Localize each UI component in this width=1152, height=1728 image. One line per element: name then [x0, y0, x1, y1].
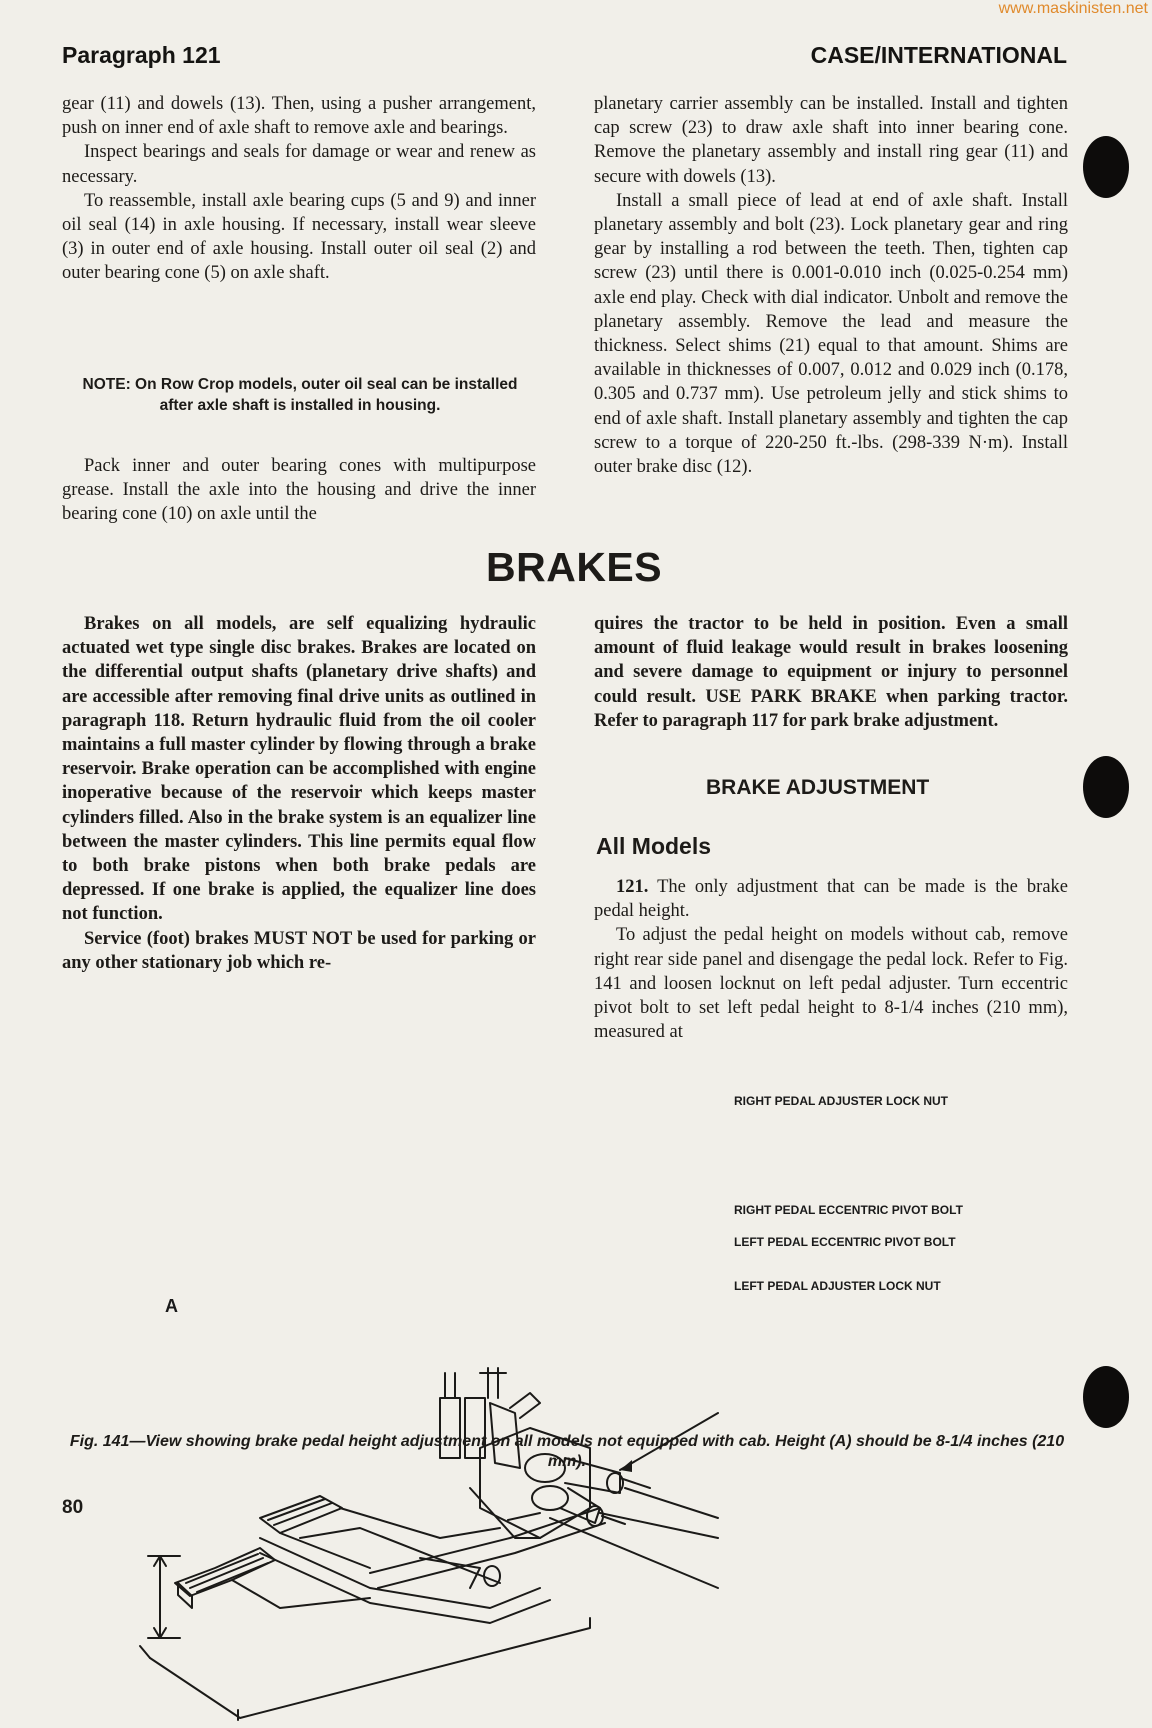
- paragraph: Brakes on all models, are self equalizing hydraulic actuated wet type single disc brakes. Brakes are located on the differential output shafts (planetary drive shafts) and are accessible after removing final drive units as outlined in paragraph 118. Return hydraulic fluid from the oil cooler maintains a full master cylinder by flowing through a brake reservoir. Brake operation can be accomplished with engine inoperative because of the reservoir which keeps master cylinders filled. Also in the brake system is an equalizer line between the master cylinders. This line permits equal flow to both brake pistons when both brake pedals are depressed. If one brake is applied, the equalizer line does not function.: [62, 614, 536, 925]
- paragraph: quires the tractor to be held in position. Even a small amount of fluid leakage would result in brakes loosening and severe damage to equipment or injury to personnel could result. USE PARK BRAKE when parking tractor. Refer to paragraph 117 for park brake adjustment.: [594, 614, 1068, 731]
- header-manufacturer: CASE/INTERNATIONAL: [810, 42, 1067, 68]
- paragraph: Install a small piece of lead at end of axle shaft. Install planetary assembly and bolt (23). Lock planetary gear and ring gear by installing a rod between the teeth. Then, tighten cap screw (23) until there is 0.001-0.010 inch (0.025-0.254 mm) axle end play. Check with dial indicator. Unbolt and remove the planetary assembly. Remove the lead and measure the thickness. Select shims (21) equal to that amount. Shims are available in thicknesses of 0.007, 0.012 and 0.029 inch (0.178, 0.305 and 0.737 mm). Use petroleum jelly and stick shims to end of axle shaft. Install planetary assembly and tighten the cap screw to a torque of 220-250 ft.-lbs. (298-339 N·m). Install outer brake disc (12).: [594, 190, 1068, 478]
- top-left-column: [62, 92, 536, 286]
- header-paragraph: Paragraph 121: [62, 42, 221, 68]
- subheading-all-models: All Models: [596, 833, 712, 859]
- paragraph: Service (foot) brakes MUST NOT be used for parking or any other stationary job which re-: [62, 928, 536, 973]
- note: NOTE: On Row Crop models, outer oil seal can be installed after axle shaft is installed in housing.: [82, 376, 518, 414]
- paragraph: gear (11) and dowels (13). Then, using a pusher arrangement, push on inner end of axle shaft to remove axle and bearings.: [62, 94, 536, 139]
- top-right-column: [594, 92, 1068, 479]
- subheading-brake-adjustment: BRAKE ADJUSTMENT: [706, 776, 930, 799]
- pedal-shaft: [370, 1508, 600, 1573]
- paragraph: To reassemble, install axle bearing cups (5 and 9) and inner oil seal (14) in axle housing. If necessary, install wear sleeve (3) in outer end of axle housing. Install outer oil seal (2) and outer bearing cone (5) on axle shaft.: [62, 190, 536, 284]
- section-title: BRAKES: [486, 544, 663, 590]
- page-number: 80: [62, 1497, 84, 1518]
- label-left-pivot-bolt: LEFT PEDAL ECCENTRIC PIVOT BOLT: [734, 1235, 956, 1249]
- floor-plate-edge: [150, 1618, 590, 1718]
- label-right-lock-nut: RIGHT PEDAL ADJUSTER LOCK NUT: [734, 1094, 949, 1108]
- paragraph: Pack inner and outer bearing cones with multipurpose grease. Install the axle into the housing and drive the inner bearing cone (10) on axle until the: [62, 456, 536, 525]
- leader-line: [625, 1488, 718, 1518]
- paragraph: Inspect bearings and seals for damage or wear and renew as necessary.: [62, 142, 536, 187]
- brakes-left-column: [62, 612, 536, 975]
- paragraph: The only adjustment that can be made is the brake pedal height.: [594, 877, 1068, 922]
- paragraph: To adjust the pedal height on models without cab, remove right rear side panel and disengage the pedal lock. Refer to Fig. 141 and loosen locknut on left pedal adjuster. Turn eccentric pivot bolt to set left pedal height to 8-1/4 inches (210 mm), measured at: [594, 925, 1068, 1043]
- label-right-pivot-bolt: RIGHT PEDAL ECCENTRIC PIVOT BOLT: [734, 1203, 963, 1217]
- brakes-right-column: [594, 612, 1068, 733]
- label-dimension-a: A: [165, 1296, 178, 1316]
- adjustment-text: [594, 875, 1068, 1044]
- top-left-column-continued: [62, 454, 536, 527]
- watermark: www.maskinisten.net: [998, 0, 1148, 17]
- paragraph: planetary carrier assembly can be installed. Install and tighten cap screw (23) to draw axle shaft into inner bearing cone. Remove the planetary assembly and install ring gear (11) and secure with dowels (13).: [594, 94, 1068, 187]
- leader-line: [600, 1513, 718, 1538]
- brake-pedal-figure: [120, 1068, 1120, 1728]
- label-left-lock-nut: LEFT PEDAL ADJUSTER LOCK NUT: [734, 1279, 941, 1293]
- binder-hole: [1083, 136, 1129, 198]
- leader-line: [550, 1518, 718, 1588]
- paragraph-number: 121.: [616, 877, 649, 897]
- figure-caption: Fig. 141—View showing brake pedal height adjustment on all models not equipped with cab. Height (A) should be 8-1/4 inches (210 mm).: [69, 1433, 1065, 1470]
- binder-hole: [1083, 756, 1129, 818]
